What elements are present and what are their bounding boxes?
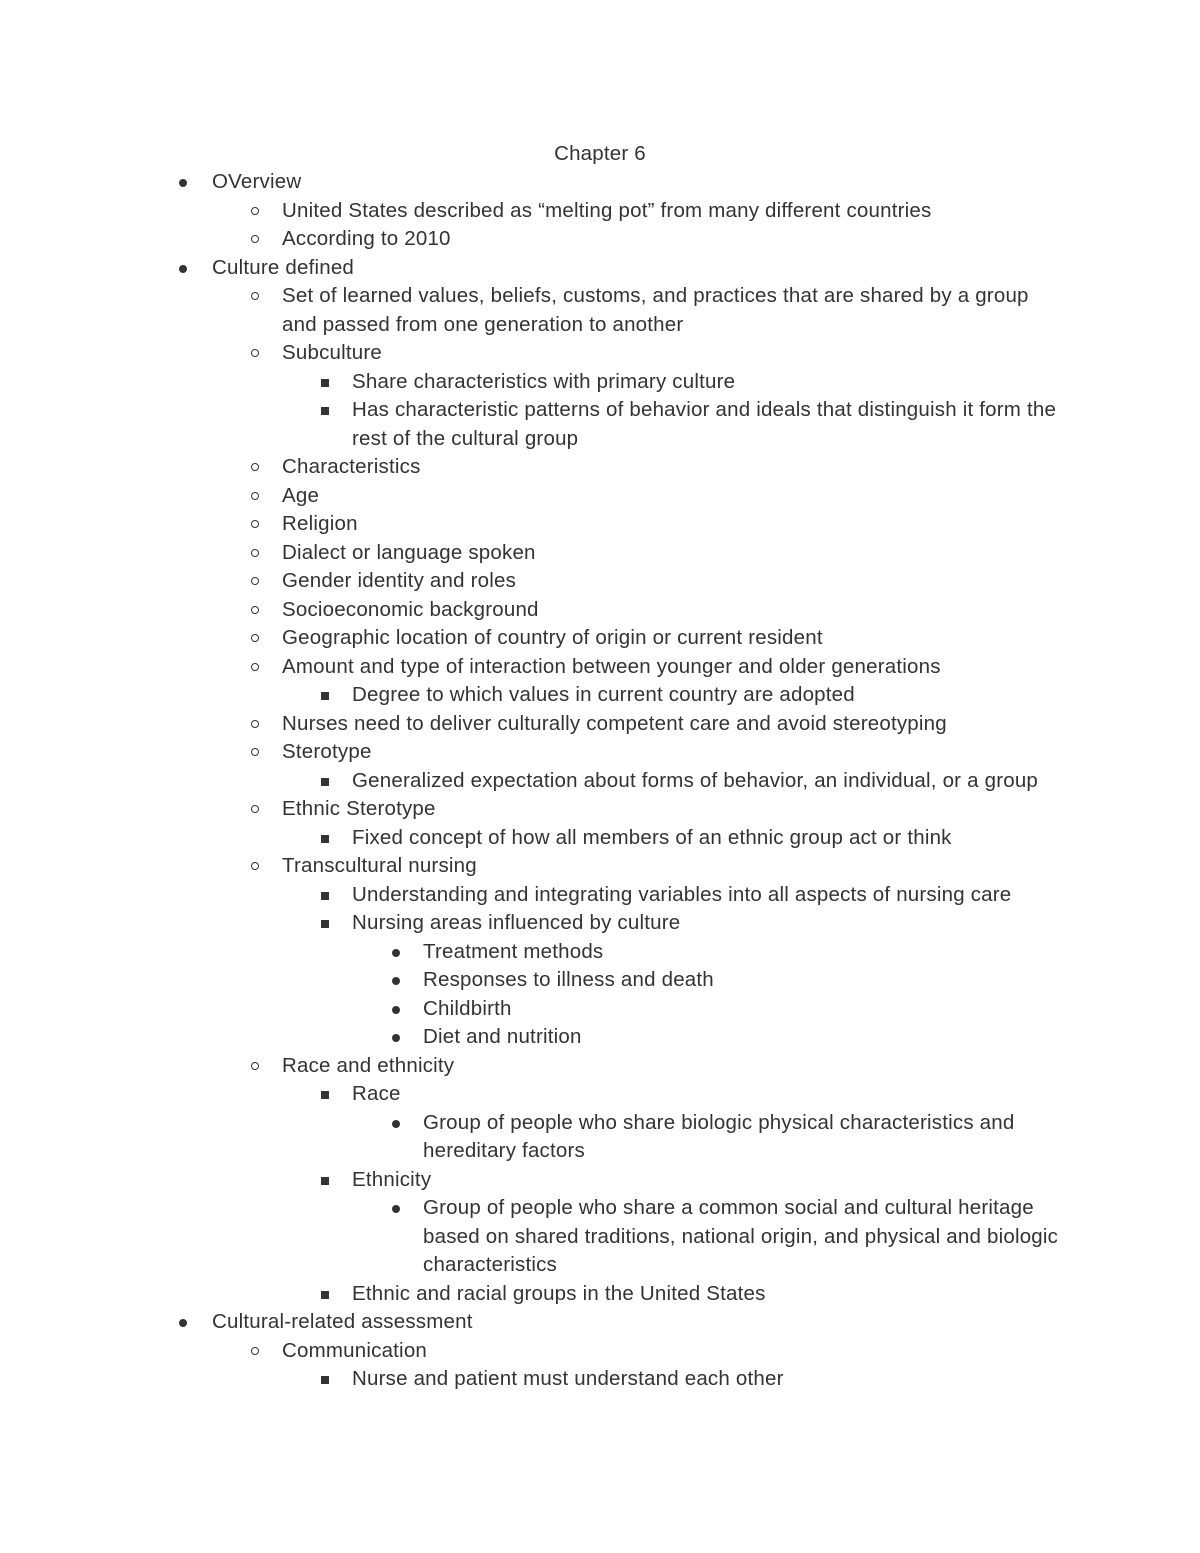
bullet-circle-icon <box>248 510 268 539</box>
bullet-square-icon <box>318 767 338 796</box>
bullet-circle-icon <box>248 795 268 824</box>
list-item-text: Race and ethnicity <box>282 1053 455 1077</box>
bullet-disc-icon <box>389 995 409 1024</box>
list-item <box>0 1365 1062 1394</box>
list-item <box>0 396 1062 453</box>
list-item-text: Ethnicity <box>352 1167 432 1191</box>
list-item <box>0 681 1062 710</box>
list-item <box>0 909 1062 938</box>
bullet-circle-icon <box>248 482 268 511</box>
list-item-text: Communication <box>282 1338 428 1362</box>
bullet-disc-icon <box>176 254 196 283</box>
list-item-text: Transcultural nursing <box>282 854 477 877</box>
list-item-text: OVerview <box>212 170 302 193</box>
list-item <box>0 254 1062 283</box>
list-item <box>0 795 1062 824</box>
list-item-text: Sterotype <box>282 740 372 763</box>
list-item-text: Ethnic Sterotype <box>282 797 436 820</box>
list-item-text: Diet and nutrition <box>423 1025 582 1048</box>
list-item <box>0 453 1062 482</box>
list-item <box>0 1308 1062 1337</box>
bullet-circle-icon <box>248 738 268 767</box>
list-item <box>0 1194 1063 1280</box>
list-item-text: Understanding and integrating variables into all aspects of nursing care <box>352 882 1012 906</box>
bullet-circle-icon <box>248 282 268 311</box>
list-item <box>0 824 1062 853</box>
bullet-square-icon <box>318 368 338 397</box>
bullet-disc-icon <box>389 1109 409 1138</box>
list-item <box>0 339 1062 368</box>
list-item-text: Childbirth <box>423 996 512 1020</box>
list-item <box>0 1280 1062 1309</box>
list-item-text: Geographic location of country of origin or current resident <box>282 626 823 649</box>
list-item-text: Fixed concept of how all members of an ethnic group act or think <box>352 825 952 849</box>
bullet-square-icon <box>318 1280 338 1309</box>
bullet-circle-icon <box>248 197 268 226</box>
list-item <box>0 197 1062 226</box>
bullet-circle-icon <box>248 596 268 625</box>
list-item <box>0 482 1062 511</box>
list-item-text: Cultural-related assessment <box>212 1310 473 1333</box>
list-item <box>0 1023 1063 1052</box>
bullet-disc-icon <box>176 1308 196 1337</box>
list-item-text: Race <box>352 1082 401 1105</box>
bullet-disc-icon <box>389 1023 409 1052</box>
list-item-text: Has characteristic patterns of behavior and ideals that distinguish it form the rest of the cultural group <box>352 398 1057 450</box>
list-item <box>0 1052 1062 1081</box>
bullet-square-icon <box>318 681 338 710</box>
list-item-text: Dialect or language spoken <box>282 540 536 564</box>
bullet-square-icon <box>318 1365 338 1394</box>
list-item-text: Generalized expectation about forms of behavior, an individual, or a group <box>352 768 1039 792</box>
list-item-text: Culture defined <box>212 255 355 279</box>
list-item <box>0 1166 1062 1195</box>
outline-list <box>0 168 1200 1394</box>
list-item-text: Group of people who share a common social and cultural heritage based on shared traditions, national origin, and physical and biologic characteristics <box>423 1196 1059 1276</box>
list-item-text: Gender identity and roles <box>282 569 517 592</box>
list-item-text: Nurse and patient must understand each other <box>352 1367 784 1390</box>
list-item <box>0 510 1062 539</box>
list-item <box>0 881 1062 910</box>
bullet-circle-icon <box>248 225 268 254</box>
list-item <box>0 624 1062 653</box>
list-item-text: Ethnic and racial groups in the United States <box>352 1281 766 1305</box>
bullet-circle-icon <box>248 539 268 568</box>
list-item <box>0 1109 1063 1166</box>
bullet-square-icon <box>318 1080 338 1109</box>
list-item-text: Religion <box>282 512 358 535</box>
list-item <box>0 966 1063 995</box>
list-item-text: Treatment methods <box>423 939 604 963</box>
list-item <box>0 767 1062 796</box>
list-item-text: Amount and type of interaction between younger and older generations <box>282 654 941 678</box>
list-item <box>0 225 1062 254</box>
list-item-text: Responses to illness and death <box>423 968 714 991</box>
bullet-square-icon <box>318 824 338 853</box>
bullet-disc-icon <box>389 966 409 995</box>
list-item-text: Group of people who share biologic physical characteristics and hereditary factors <box>423 1110 1015 1162</box>
bullet-circle-icon <box>248 567 268 596</box>
list-item-text: Socioeconomic background <box>282 597 539 621</box>
list-item <box>0 938 1063 967</box>
bullet-circle-icon <box>248 1052 268 1081</box>
page-title: Chapter 6 <box>554 142 646 165</box>
list-item <box>0 738 1062 767</box>
list-item-text: Nurses need to deliver culturally competent care and avoid stereotyping <box>282 711 947 735</box>
bullet-circle-icon <box>248 624 268 653</box>
list-item <box>0 539 1062 568</box>
list-item <box>0 710 1062 739</box>
bullet-circle-icon <box>248 852 268 881</box>
list-item <box>0 596 1062 625</box>
list-item-text: United States described as “melting pot” from many different countries <box>282 198 932 222</box>
bullet-circle-icon <box>248 1337 268 1366</box>
list-item-text: Characteristics <box>282 455 421 478</box>
bullet-circle-icon <box>248 339 268 368</box>
list-item <box>0 995 1063 1024</box>
list-item <box>0 653 1062 682</box>
list-item <box>0 282 1062 339</box>
list-item-text: Set of learned values, beliefs, customs, and practices that are shared by a group and passed from one generation to another <box>282 284 1029 336</box>
bullet-square-icon <box>318 909 338 938</box>
bullet-square-icon <box>318 1166 338 1195</box>
list-item <box>0 1337 1062 1366</box>
list-item <box>0 168 1062 197</box>
list-item-text: Share characteristics with primary culture <box>352 369 736 393</box>
list-item-text: Subculture <box>282 341 383 364</box>
bullet-disc-icon <box>389 938 409 967</box>
list-item <box>0 1080 1062 1109</box>
bullet-square-icon <box>318 881 338 910</box>
bullet-circle-icon <box>248 653 268 682</box>
bullet-disc-icon <box>389 1194 409 1223</box>
bullet-circle-icon <box>248 710 268 739</box>
bullet-disc-icon <box>176 168 196 197</box>
list-item <box>0 852 1062 881</box>
list-item-text: According to 2010 <box>282 227 451 250</box>
list-item <box>0 567 1062 596</box>
list-item-text: Age <box>282 483 320 507</box>
list-item <box>0 368 1062 397</box>
list-item-text: Nursing areas influenced by culture <box>352 911 681 934</box>
bullet-square-icon <box>318 396 338 425</box>
bullet-circle-icon <box>248 453 268 482</box>
list-item-text: Degree to which values in current country are adopted <box>352 683 855 706</box>
